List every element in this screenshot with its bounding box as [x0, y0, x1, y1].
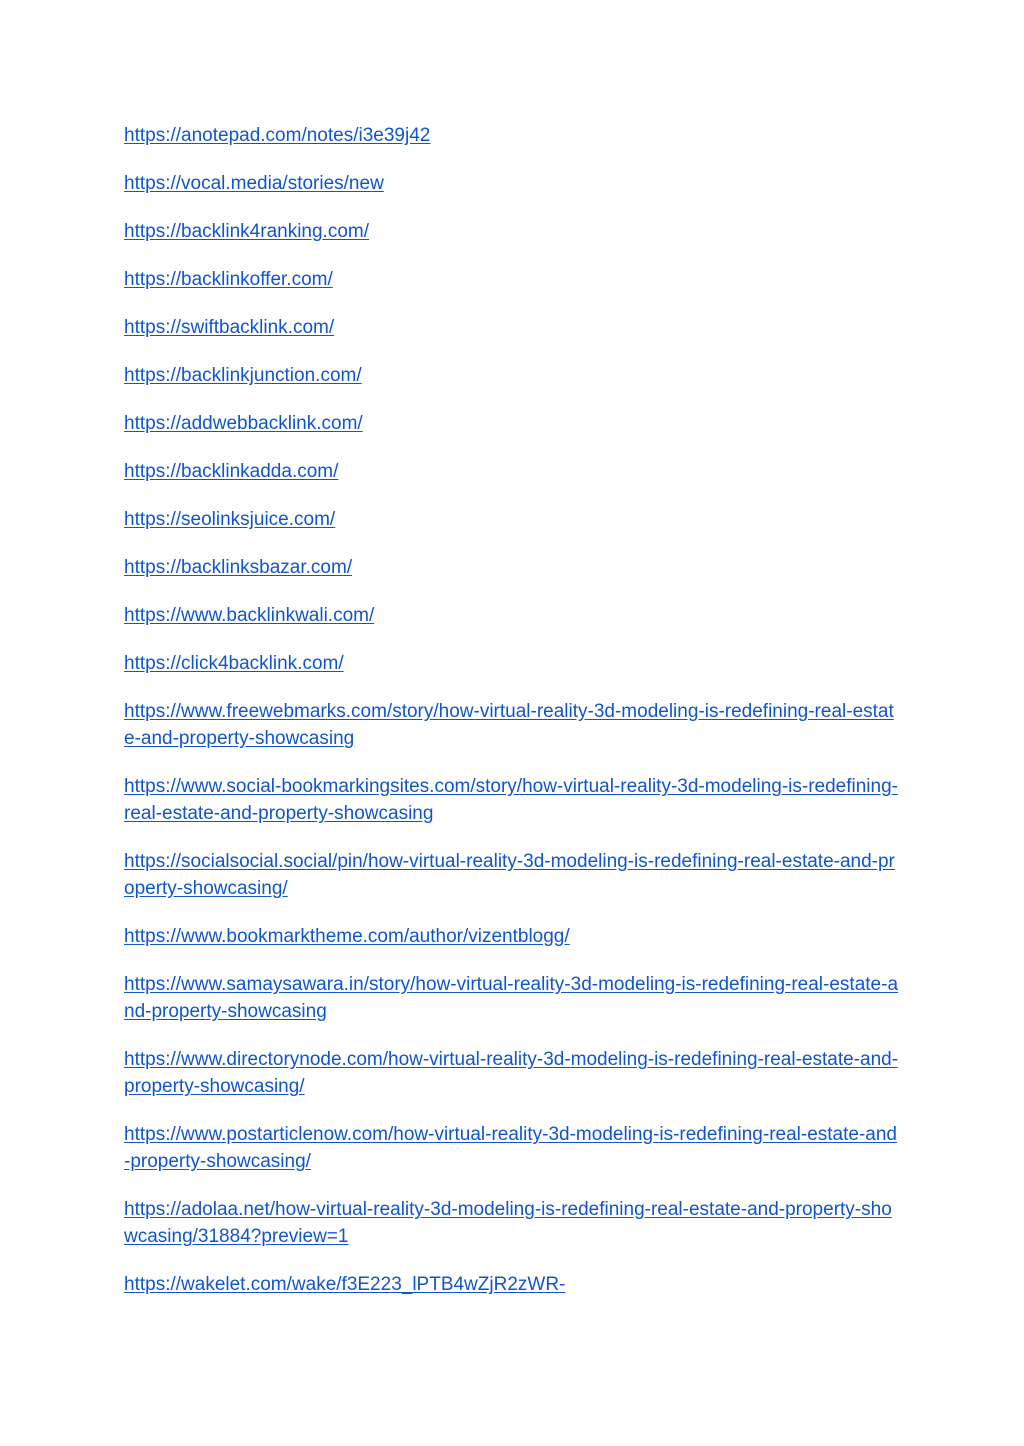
- link-backlinkwali[interactable]: https://www.backlinkwali.com/: [124, 605, 375, 626]
- link-anotepad[interactable]: https://anotepad.com/notes/i3e39j42: [124, 125, 431, 146]
- link-bookmarktheme[interactable]: https://www.bookmarktheme.com/author/vizentblogg/: [124, 926, 570, 947]
- link-wakelet[interactable]: https://wakelet.com/wake/f3E223_lPTB4wZjR2zWR-: [124, 1274, 566, 1295]
- link-backlink4ranking[interactable]: https://backlink4ranking.com/: [124, 221, 370, 242]
- link-social-bookmarkingsites[interactable]: https://www.social-bookmarkingsites.com/story/how-virtual-reality-3d-modeling-is-redefining-real-estate-and-property-showcasing: [124, 776, 898, 824]
- link-freewebmarks[interactable]: https://www.freewebmarks.com/story/how-virtual-reality-3d-modeling-is-redefining-real-estate-and-property-showcasing: [124, 701, 894, 749]
- link-vocal-media[interactable]: https://vocal.media/stories/new: [124, 173, 384, 194]
- link-adolaa[interactable]: https://adolaa.net/how-virtual-reality-3d-modeling-is-redefining-real-estate-and-property-showcasing/31884?preview=1: [124, 1199, 892, 1247]
- link-backlinkoffer[interactable]: https://backlinkoffer.com/: [124, 269, 333, 290]
- link-click4backlink[interactable]: https://click4backlink.com/: [124, 653, 344, 674]
- link-directorynode[interactable]: https://www.directorynode.com/how-virtual-reality-3d-modeling-is-redefining-real-estate-and-property-showcasing/: [124, 1049, 899, 1097]
- link-socialsocial[interactable]: https://socialsocial.social/pin/how-virtual-reality-3d-modeling-is-redefining-real-estate-and-property-showcasing/: [124, 851, 895, 899]
- link-backlinkadda[interactable]: https://backlinkadda.com/: [124, 461, 339, 482]
- link-swiftbacklink[interactable]: https://swiftbacklink.com/: [124, 317, 335, 338]
- link-backlinkjunction[interactable]: https://backlinkjunction.com/: [124, 365, 362, 386]
- link-samaysawara[interactable]: https://www.samaysawara.in/story/how-virtual-reality-3d-modeling-is-redefining-real-estate-and-property-showcasing: [124, 974, 899, 1022]
- link-addwebbacklink[interactable]: https://addwebbacklink.com/: [124, 413, 363, 434]
- link-backlinksbazar[interactable]: https://backlinksbazar.com/: [124, 557, 353, 578]
- link-seolinksjuice[interactable]: https://seolinksjuice.com/: [124, 509, 336, 530]
- document-page: [124, 122, 900, 1319]
- link-postarticlenow[interactable]: https://www.postarticlenow.com/how-virtual-reality-3d-modeling-is-redefining-real-estate-and-property-showcasing/: [124, 1124, 897, 1172]
